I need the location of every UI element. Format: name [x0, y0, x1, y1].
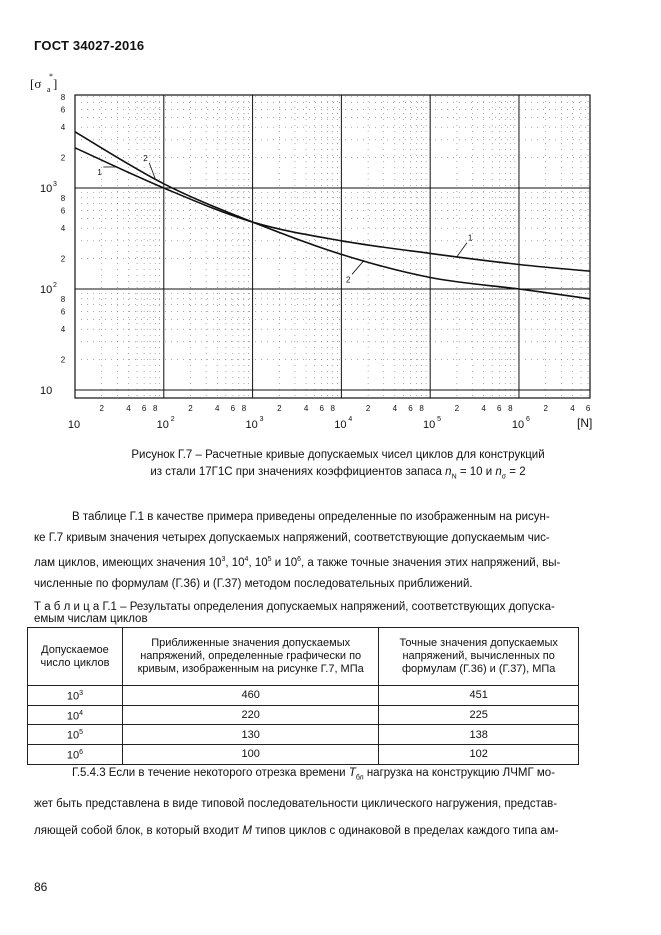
x-minor-tick-label: 2 — [277, 404, 282, 413]
x-minor-tick-label: 4 — [126, 404, 131, 413]
caption-symbol-n2: n — [495, 466, 502, 478]
text-run: , 10 — [248, 556, 268, 569]
table-caption-line1: Т а б л и ц а Г.1 – Результаты определения допускаемых напряжений, соответствующих допуска- — [34, 601, 555, 613]
cycles-exponent: 5 — [79, 729, 84, 737]
x-major-tick-label: 10 — [423, 419, 436, 431]
cell-cycles — [28, 686, 123, 706]
x-minor-tick-label: 2 — [543, 404, 548, 413]
x-minor-tick-label: 6 — [230, 404, 236, 413]
subscript: бл — [355, 774, 364, 782]
symbol-T: T — [348, 767, 356, 779]
exponent: 4 — [244, 556, 249, 563]
fatigue-curves-chart — [0, 0, 661, 445]
y-minor-tick-label: 8 — [60, 193, 66, 203]
x-minor-tick-label: 2 — [365, 404, 371, 413]
cycles-base: 10 — [66, 710, 80, 723]
table-row — [28, 744, 579, 764]
header-approx: Приближенные значения допускаемых напряжений, определенные графически по кривым, изображенным на рисунке Г.7, МПа — [122, 628, 378, 686]
cell-exact: 102 — [379, 744, 579, 764]
curve-2 — [75, 132, 590, 299]
cell-approx: 130 — [122, 725, 378, 745]
exponent: 6 — [297, 556, 302, 563]
exponent: 3 — [221, 556, 226, 563]
x-major-tick-exponent: 3 — [259, 416, 264, 423]
y-minor-tick-label: 6 — [60, 307, 66, 317]
y-minor-tick-label: 2 — [60, 254, 66, 264]
curve-label: 1 — [97, 167, 102, 177]
symbol-M: M — [242, 825, 253, 838]
x-major-tick-label: 10 — [334, 419, 347, 431]
cycles-base: 10 — [66, 749, 80, 762]
figure-caption-line2 — [60, 464, 616, 485]
x-minor-tick-label: 2 — [454, 404, 460, 413]
cell-exact: 225 — [379, 705, 579, 725]
chart-curves — [75, 132, 590, 299]
x-minor-tick-label: 6 — [585, 404, 591, 413]
cell-exact: 138 — [379, 725, 579, 745]
x-minor-tick-label: 2 — [99, 404, 104, 413]
table-row — [28, 686, 579, 706]
y-minor-tick-label: 6 — [60, 105, 66, 115]
x-major-tick-exponent: 5 — [437, 416, 442, 423]
curve-label: 2 — [143, 153, 148, 163]
plot-frame — [75, 95, 590, 398]
x-minor-tick-label: 8 — [419, 404, 424, 413]
cell-cycles — [28, 725, 123, 745]
x-minor-tick-label: 8 — [330, 404, 336, 413]
x-major-tick-label: 10 — [511, 419, 525, 431]
paragraph-line: численные по формулам (Г.36) и (Г.37) методом последовательных приближений. — [34, 577, 473, 590]
paragraph-line — [34, 821, 596, 842]
paragraph-line: ке Г.7 кривым значения четырех допускаемых напряжений, соответствующие допускаемым чис- — [34, 532, 550, 544]
y-minor-tick-label: 4 — [60, 123, 66, 133]
header-exact: Точные значения допускаемых напряжений, вычисленных по формулам (Г.36) и (Г.37), МПа — [379, 628, 579, 686]
y-major-tick-exponent: 3 — [53, 181, 57, 188]
figure-caption-line1: Рисунок Г.7 – Расчетные кривые допускаемых чисел циклов для конструкций — [131, 449, 545, 461]
cell-cycles — [28, 744, 123, 764]
x-minor-tick-label: 6 — [408, 404, 413, 413]
x-minor-tick-label: 4 — [481, 404, 486, 413]
document-header: ГОСТ 34027-2016 — [34, 38, 145, 53]
y-minor-tick-label: 2 — [60, 355, 66, 365]
paragraph-line — [34, 549, 596, 574]
exponent: 5 — [267, 556, 272, 563]
paragraph-line — [34, 763, 596, 788]
cycles-base: 10 — [66, 729, 80, 742]
x-minor-tick-label: 4 — [570, 404, 575, 413]
y-minor-tick-label: 8 — [60, 92, 66, 102]
page-number: 86 — [34, 880, 48, 894]
y-minor-tick-label: 4 — [60, 224, 66, 234]
x-minor-tick-label: 4 — [215, 404, 220, 413]
cycles-exponent: 6 — [79, 748, 84, 756]
curve-label-leader — [457, 243, 467, 257]
y-minor-tick-label: 8 — [60, 294, 66, 304]
x-minor-tick-label: 8 — [152, 404, 158, 413]
y-major-tick-label: 10 — [40, 183, 53, 195]
text-run: Г.5.4.3 Если в течение некоторого отрезка времени — [72, 767, 346, 779]
y-minor-tick-label: 6 — [60, 206, 66, 216]
curve-label: 2 — [346, 275, 351, 285]
caption-text: из стали 17Г1С при значениях коэффициентов запаса — [150, 466, 442, 478]
text-run: типов циклов с одинаковой в пределах каждого типа ам- — [255, 825, 559, 838]
table-row — [28, 705, 579, 725]
paragraph-clause — [34, 763, 596, 842]
y-major-tick-label: 10 — [40, 385, 53, 397]
text-run: ляющей собой блок, в который входит — [34, 825, 240, 838]
x-major-tick-label: 10 — [156, 419, 169, 431]
x-axis-label: [N] — [577, 416, 593, 430]
paragraph-line: В таблице Г.1 в качестве примера приведены определенные по изображенным на рисун- — [72, 511, 550, 523]
text-run: и 10 — [271, 556, 298, 569]
x-minor-tick-label: 6 — [141, 404, 147, 413]
caption-symbol-n: n — [445, 466, 452, 478]
cell-approx: 100 — [122, 744, 378, 764]
table-header-row — [28, 628, 579, 686]
paragraph-line: жет быть представлена в виде типовой последовательности циклического нагружения, представ- — [34, 798, 558, 811]
cell-approx: 460 — [122, 686, 378, 706]
results-table — [27, 627, 579, 765]
x-minor-tick-label: 4 — [392, 404, 398, 413]
x-major-tick-label: 10 — [67, 419, 81, 431]
caption-eq2: = 2 — [509, 466, 526, 478]
y-axis-label: [σ — [30, 76, 42, 91]
chart-grid — [75, 95, 590, 398]
x-major-tick-exponent: 4 — [348, 416, 353, 423]
text-run: лам циклов, имеющих значения 10 — [34, 556, 222, 569]
chart-tick-labels — [40, 93, 591, 431]
table-caption-line2: емым числам циклов — [34, 613, 148, 625]
y-axis-label-sub: a — [47, 85, 51, 94]
x-minor-tick-label: 8 — [508, 404, 513, 413]
text-run: нагрузка на конструкцию ЛЧМГ мо- — [366, 767, 556, 779]
x-minor-tick-label: 2 — [188, 404, 193, 413]
y-axis-label-close: ] — [53, 76, 58, 91]
text-run: , 10 — [225, 556, 245, 569]
y-minor-tick-label: 2 — [60, 153, 66, 163]
y-axis-label-star: * — [49, 72, 53, 81]
y-major-tick-label: 10 — [40, 284, 53, 296]
header-cycles: Допускаемое число циклов — [28, 628, 123, 686]
cycles-base: 10 — [66, 690, 80, 703]
cell-approx: 220 — [122, 705, 378, 725]
cell-cycles — [28, 705, 123, 725]
caption-eq1: = 10 и — [459, 466, 493, 478]
x-major-tick-label: 10 — [245, 419, 258, 431]
table-row — [28, 725, 579, 745]
text-run: , а также точные значения этих напряжений, вы- — [301, 556, 561, 569]
y-major-tick-exponent: 2 — [53, 282, 57, 289]
x-minor-tick-label: 6 — [497, 404, 502, 413]
x-minor-tick-label: 8 — [241, 404, 247, 413]
curve-label-leader — [352, 260, 364, 274]
x-major-tick-exponent: 2 — [170, 416, 175, 423]
curve-1 — [75, 148, 590, 271]
x-minor-tick-label: 4 — [303, 404, 309, 413]
y-minor-tick-label: 4 — [60, 325, 66, 335]
cycles-exponent: 3 — [79, 690, 84, 697]
cell-exact: 451 — [379, 686, 579, 706]
curve-label: 1 — [467, 233, 473, 243]
table-caption — [34, 601, 598, 625]
paragraph-intro — [34, 507, 596, 595]
cycles-exponent: 4 — [79, 709, 84, 717]
caption-sub-N: N — [451, 473, 457, 481]
caption-sub-sigma: σ — [501, 473, 507, 481]
x-minor-tick-label: 6 — [319, 404, 324, 413]
x-major-tick-exponent: 6 — [525, 416, 530, 423]
